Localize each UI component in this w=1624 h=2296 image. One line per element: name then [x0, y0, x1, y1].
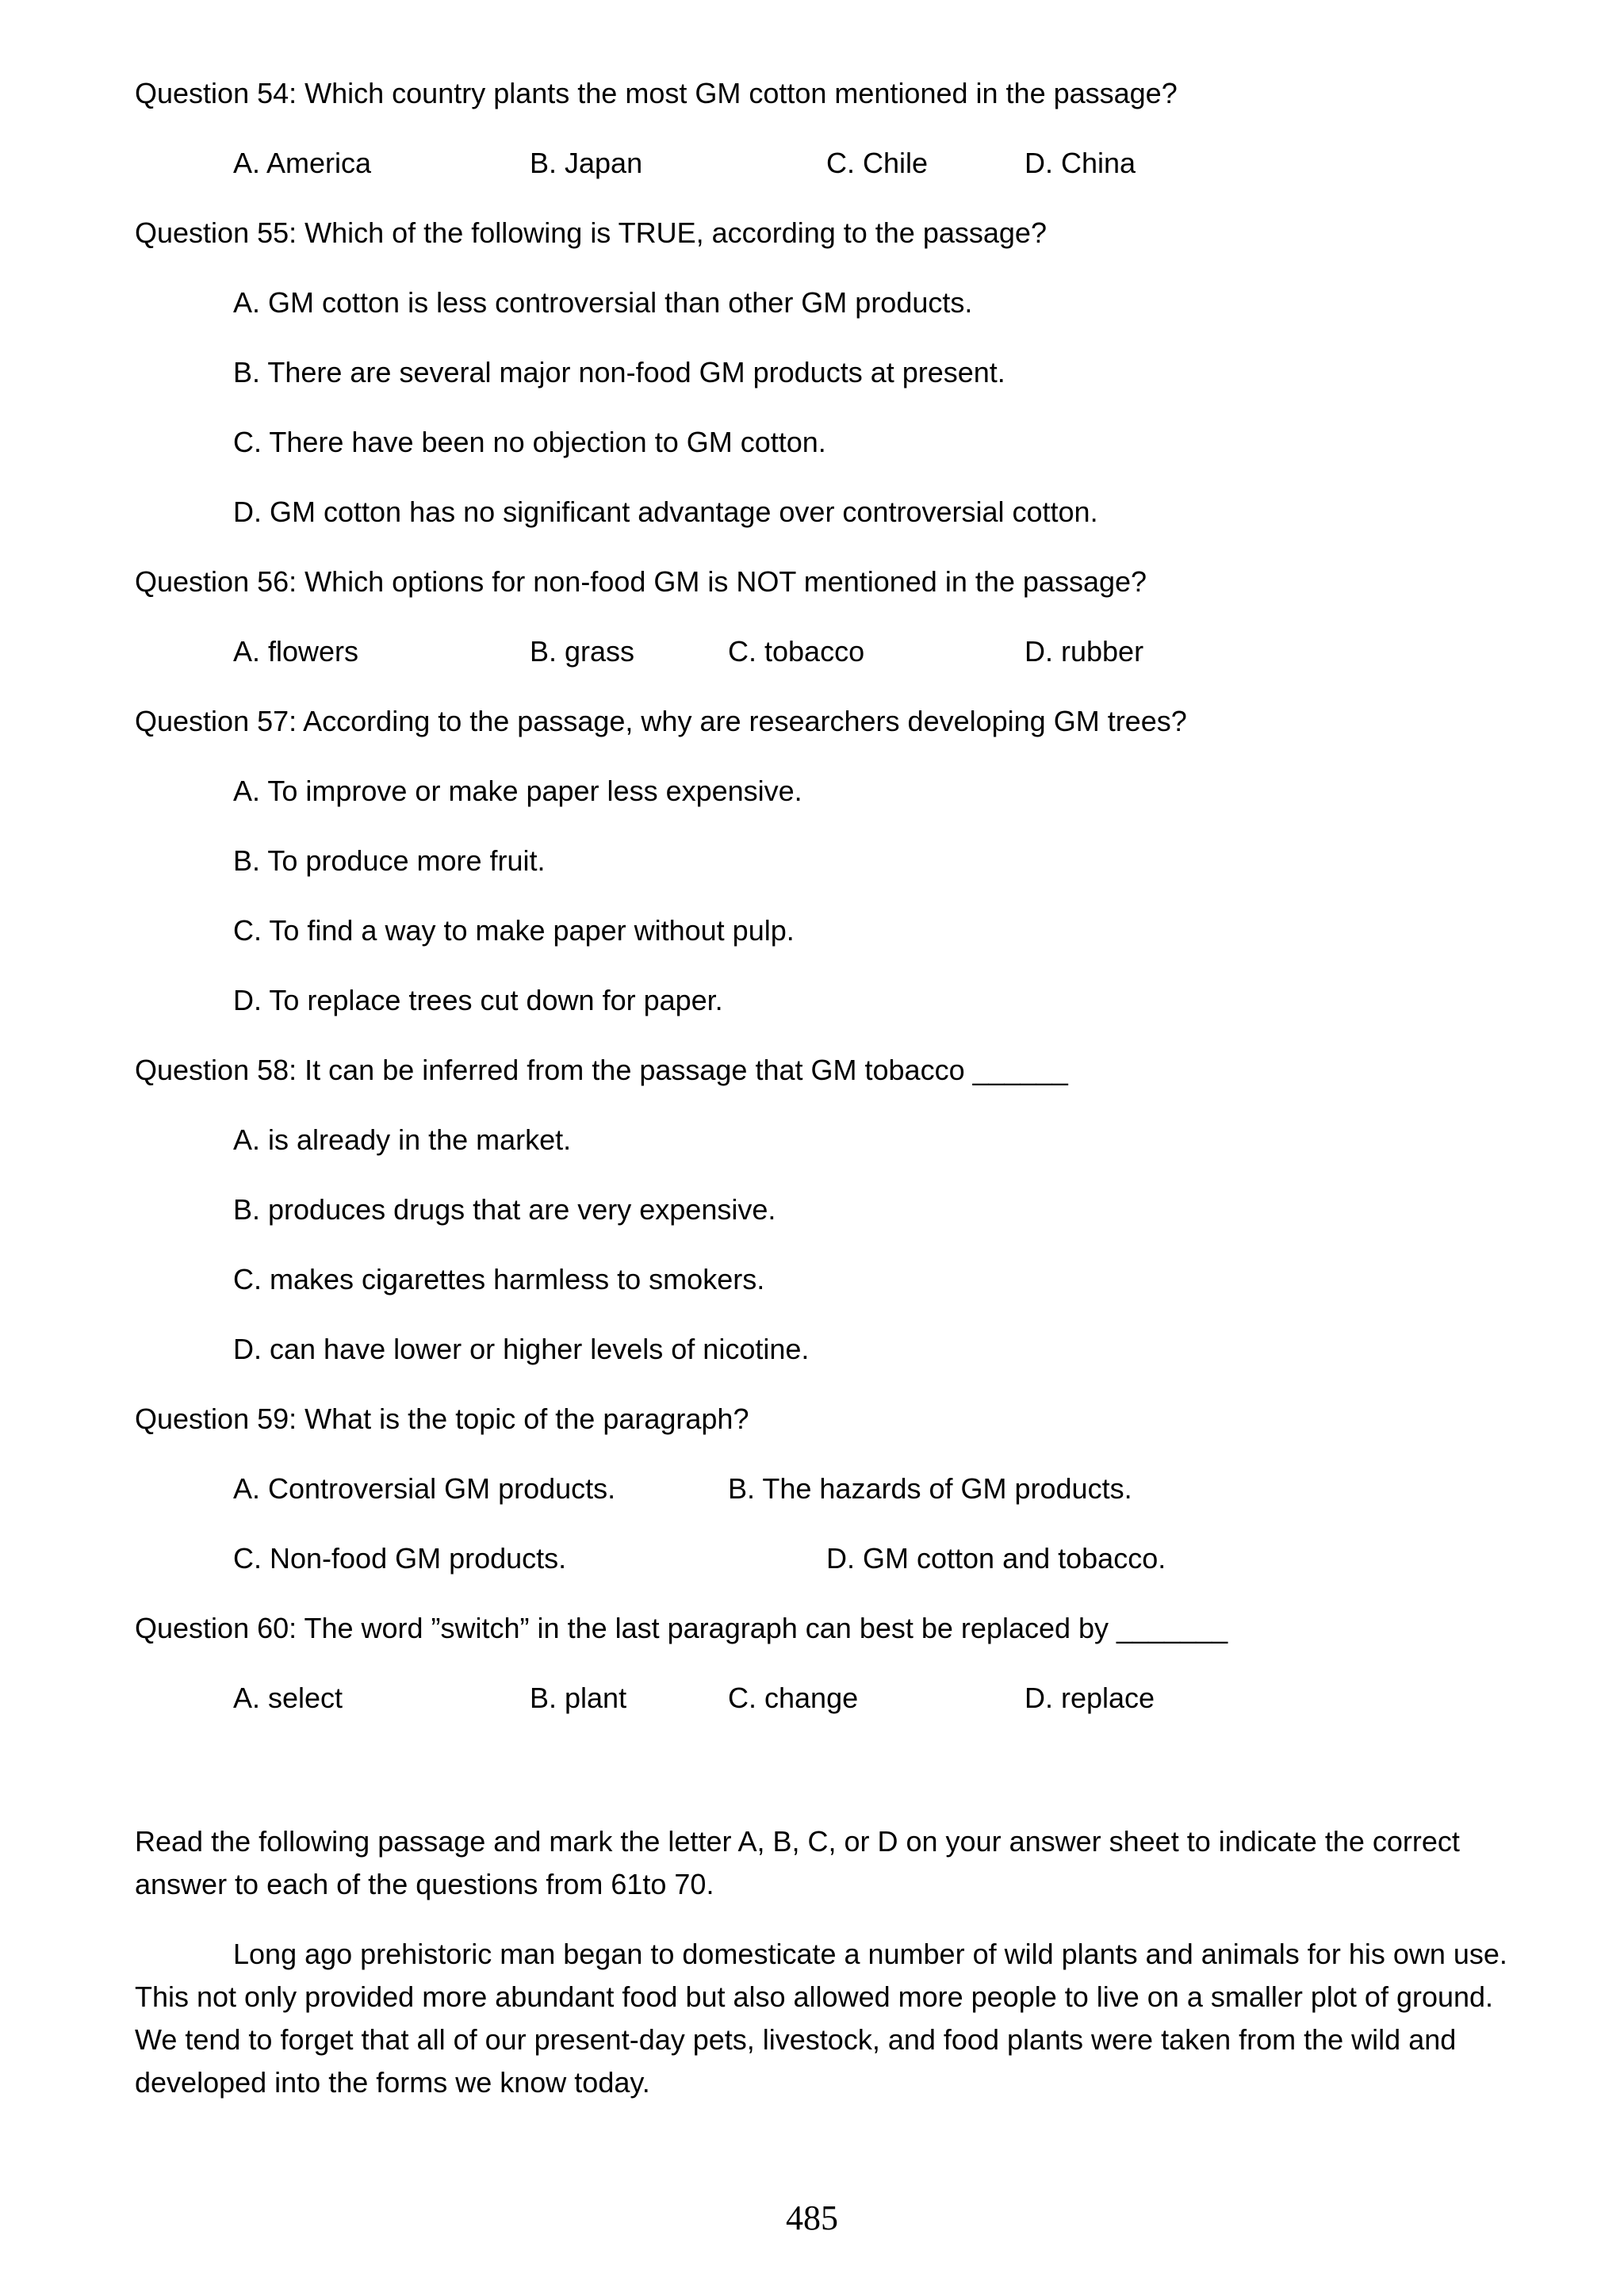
q59-option-c: C. Non-food GM products.	[233, 1542, 567, 1575]
question-58-stem: Question 58: It can be inferred from the passage that GM tobacco ______	[135, 1054, 1068, 1086]
q59-option-b: B. The hazards of GM products.	[728, 1472, 1132, 1505]
reading-passage-paragraph: Long ago prehistoric man began to domesticate a number of wild plants and animals for his own use. This not only provided more abundant food but also allowed more people to live on a smaller plot of ground. We tend to forget that all of our present-day pets, livestock, and food plants were taken from the wild and developed into the forms we know today.	[135, 1938, 1507, 2099]
question-59-stem: Question 59: What is the topic of the paragraph?	[135, 1402, 749, 1435]
reading-instruction: Read the following passage and mark the letter A, B, C, or D on your answer sheet to indicate the correct answer to each of the questions from 61to 70.	[135, 1825, 1460, 1900]
q56-option-b: B. grass	[530, 635, 635, 668]
q57-option-a: A. To improve or make paper less expensive.	[233, 775, 802, 807]
q58-option-d: D. can have lower or higher levels of nicotine.	[233, 1333, 810, 1365]
q57-option-b: B. To produce more fruit.	[233, 844, 546, 877]
q60-option-d: D. replace	[1025, 1682, 1155, 1714]
q57-option-c: C. To find a way to make paper without pulp.	[233, 914, 795, 947]
q54-option-b: B. Japan	[530, 147, 643, 179]
q60-option-b: B. plant	[530, 1682, 627, 1714]
q59-option-a: A. Controversial GM products.	[233, 1472, 616, 1505]
q54-option-c: C. Chile	[826, 147, 929, 179]
q60-option-a: A. select	[233, 1682, 343, 1714]
q55-option-c: C. There have been no objection to GM cotton.	[233, 426, 826, 458]
q55-option-d: D. GM cotton has no significant advantage over controversial cotton.	[233, 496, 1098, 528]
question-60-stem: Question 60: The word ”switch” in the last paragraph can best be replaced by _______	[135, 1612, 1228, 1644]
q57-option-d: D. To replace trees cut down for paper.	[233, 984, 723, 1016]
q54-option-d: D. China	[1025, 147, 1136, 179]
question-56-stem: Question 56: Which options for non-food GM is NOT mentioned in the passage?	[135, 565, 1147, 598]
q55-option-a: A. GM cotton is less controversial than other GM products.	[233, 286, 973, 319]
question-57-stem: Question 57: According to the passage, why are researchers developing GM trees?	[135, 705, 1187, 737]
q54-option-a: A. America	[233, 147, 372, 179]
page-number: 485	[786, 2198, 838, 2237]
question-54-stem: Question 54: Which country plants the most GM cotton mentioned in the passage?	[135, 77, 1178, 109]
q60-option-c: C. change	[728, 1682, 859, 1714]
q58-option-c: C. makes cigarettes harmless to smokers.	[233, 1263, 765, 1295]
q58-option-a: A. is already in the market.	[233, 1123, 572, 1156]
q59-option-d: D. GM cotton and tobacco.	[826, 1542, 1166, 1575]
q55-option-b: B. There are several major non-food GM products at present.	[233, 356, 1005, 388]
question-55-stem: Question 55: Which of the following is TRUE, according to the passage?	[135, 216, 1047, 249]
q58-option-b: B. produces drugs that are very expensive.	[233, 1193, 776, 1226]
q56-option-d: D. rubber	[1025, 635, 1144, 668]
q56-option-a: A. flowers	[233, 635, 359, 668]
q56-option-c: C. tobacco	[728, 635, 865, 668]
